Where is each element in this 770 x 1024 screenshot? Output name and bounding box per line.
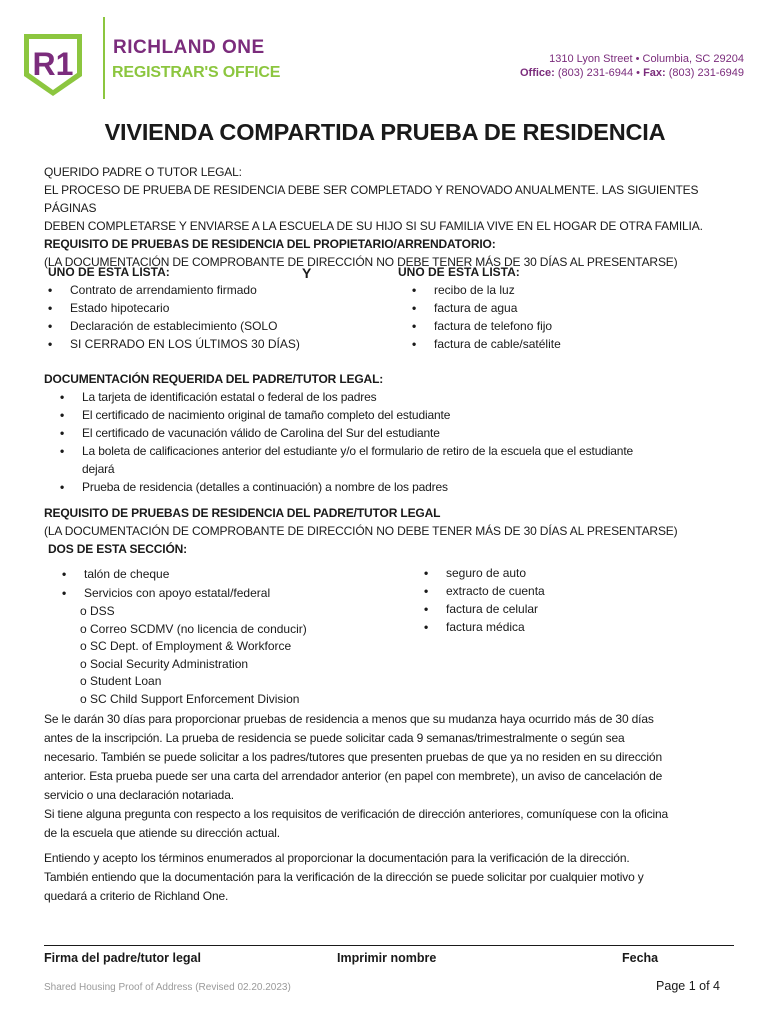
- parent-section-heading: REQUISITO DE PRUEBAS DE RESIDENCIA DEL PADRE/TUTOR LEGAL: [44, 506, 441, 520]
- sub-list-item: o Student Loan: [80, 674, 162, 688]
- list-item: • Contrato de arrendamiento firmado: [44, 281, 308, 299]
- brand-name: RICHLAND ONE: [113, 37, 265, 58]
- list-item: • La tarjeta de identificación estatal o federal de los padres: [56, 388, 734, 406]
- list-item: • Servicios con apoyo estatal/federal: [58, 584, 378, 603]
- list-item: • factura de agua: [408, 299, 658, 317]
- parent-left-list: [58, 565, 378, 708]
- list-item: • factura médica: [420, 618, 720, 636]
- parent-section: [44, 504, 734, 558]
- page-number: Page 1 of 4: [656, 979, 720, 993]
- acknowledgement-paragraph: Entiendo y acepto los términos enumerados al proporcionar la documentación para la verificación de la dirección. También entiendo que la documentación para la verificación de la dirección se puede solicitar por cualquier motivo y quedará a criterio de Richland One.: [44, 851, 644, 903]
- parent-sub-heading: DOS DE ESTA SECCIÓN:: [48, 542, 188, 556]
- list-item: • El certificado de vacunación válido de Carolina del Sur del estudiante: [56, 424, 734, 442]
- sub-list-item: o SC Dept. of Employment & Workforce: [80, 639, 292, 653]
- sub-list-item: o SC Child Support Enforcement Division: [80, 691, 300, 706]
- residency-paragraph: Se le darán 30 días para proporcionar pruebas de residencia a menos que su mudanza haya ocurrido más de 30 días antes de la inscripción. La prueba de residencia se puede solicitar cada 9 semanas/trimestralmente o según sea necesario. También se puede solicitar a los padres/tutores que presenten pruebas de que ya no residen en su dirección anterior. Esta prueba puede ser una carta del arrendador anterior (en papel con membrete), un aviso de cancelación de servicio o una declaración notariada. Si tiene alguna pregunta con respecto a los requisitos de verificación de dirección anteriores, comuníquese con la oficina de la escuela que atiende su dirección actual.: [44, 712, 669, 840]
- parent-right-list: [420, 564, 720, 636]
- sub-list-item: o Social Security Administration: [80, 656, 249, 671]
- brand-subtitle: REGISTRAR'S OFFICE: [112, 64, 281, 81]
- intro-line: EL PROCESO DE PRUEBA DE RESIDENCIA DEBE SER COMPLETADO Y RENOVADO ANUALMENTE. LAS SIGUIENTES PÁGINAS: [44, 183, 699, 215]
- parent-docs-heading: DOCUMENTACIÓN REQUERIDA DEL PADRE/TUTOR LEGAL:: [44, 372, 384, 386]
- parent-docs: [44, 370, 734, 496]
- logo-text: R1: [32, 46, 74, 82]
- list-item: • factura de telefono fijo: [408, 317, 658, 335]
- print-name-label: Imprimir nombre: [337, 951, 437, 965]
- list-item: • El certificado de nacimiento original de tamaño completo del estudiante: [56, 406, 734, 424]
- owner-left-heading: UNO DE ESTA LISTA:: [48, 265, 170, 279]
- sub-list-item: o DSS: [80, 604, 115, 618]
- owner-left-list: [48, 263, 308, 353]
- owner-note: (LA DOCUMENTACIÓN DE COMPROBANTE DE DIRECCIÓN NO DEBE TENER MÁS DE 30 DÍAS AL PRESENTARSE): [44, 255, 678, 269]
- intro-line: DEBEN COMPLETARSE Y ENVIARSE A LA ESCUELA DE SU HIJO SI SU FAMILIA VIVE EN EL HOGAR DE OTRA FAMILIA.: [44, 219, 703, 233]
- list-item: • Prueba de residencia (detalles a continuación) a nombre de los padres: [56, 478, 734, 496]
- connector-y: Y: [302, 265, 312, 281]
- list-item: • recibo de la luz: [408, 281, 658, 299]
- list-item: • seguro de auto: [420, 564, 720, 582]
- form-name: Shared Housing Proof of Address (Revised 02.20.2023): [44, 982, 291, 993]
- phone-line: Office: (803) 231-6944 • Fax: (803) 231-6949: [519, 67, 744, 79]
- greeting: QUERIDO PADRE O TUTOR LEGAL:: [44, 165, 242, 179]
- header-divider: [103, 17, 105, 99]
- list-item-continuation: • SI CERRADO EN LOS ÚLTIMOS 30 DÍAS): [44, 335, 308, 353]
- contact-info: [520, 52, 744, 80]
- owner-right-list: [398, 263, 658, 353]
- owner-heading: REQUISITO DE PRUEBAS DE RESIDENCIA DEL PROPIETARIO/ARRENDATORIO:: [44, 237, 496, 251]
- signature-line: [44, 945, 734, 946]
- intro: [44, 163, 734, 271]
- street-address: 1310 Lyon Street • Columbia, SC 29204: [549, 53, 744, 65]
- richland-one-logo-icon: [22, 32, 84, 98]
- list-item: • Declaración de establecimiento (SOLO: [44, 317, 308, 335]
- parent-section-note: (LA DOCUMENTACIÓN DE COMPROBANTE DE DIRECCIÓN NO DEBE TENER MÁS DE 30 DÍAS AL PRESENTARSE): [44, 524, 678, 538]
- owner-right-heading: UNO DE ESTA LISTA:: [398, 265, 520, 279]
- list-item: • La boleta de calificaciones anterior del estudiante y/o el formulario de retiro de la escuela que el estudiante dejará: [56, 442, 734, 478]
- list-item: • factura de celular: [420, 600, 720, 618]
- date-label: Fecha: [622, 951, 659, 965]
- sub-list-item: o Correo SCDMV (no licencia de conducir): [80, 621, 307, 636]
- list-item: • factura de cable/satélite: [408, 335, 658, 353]
- list-item: • extracto de cuenta: [420, 582, 720, 600]
- parent-signature-label: Firma del padre/tutor legal: [44, 951, 201, 965]
- list-item: • Estado hipotecario: [44, 299, 308, 317]
- document-title: VIVIENDA COMPARTIDA PRUEBA DE RESIDENCIA: [104, 119, 666, 145]
- list-item: • talón de cheque: [58, 565, 378, 584]
